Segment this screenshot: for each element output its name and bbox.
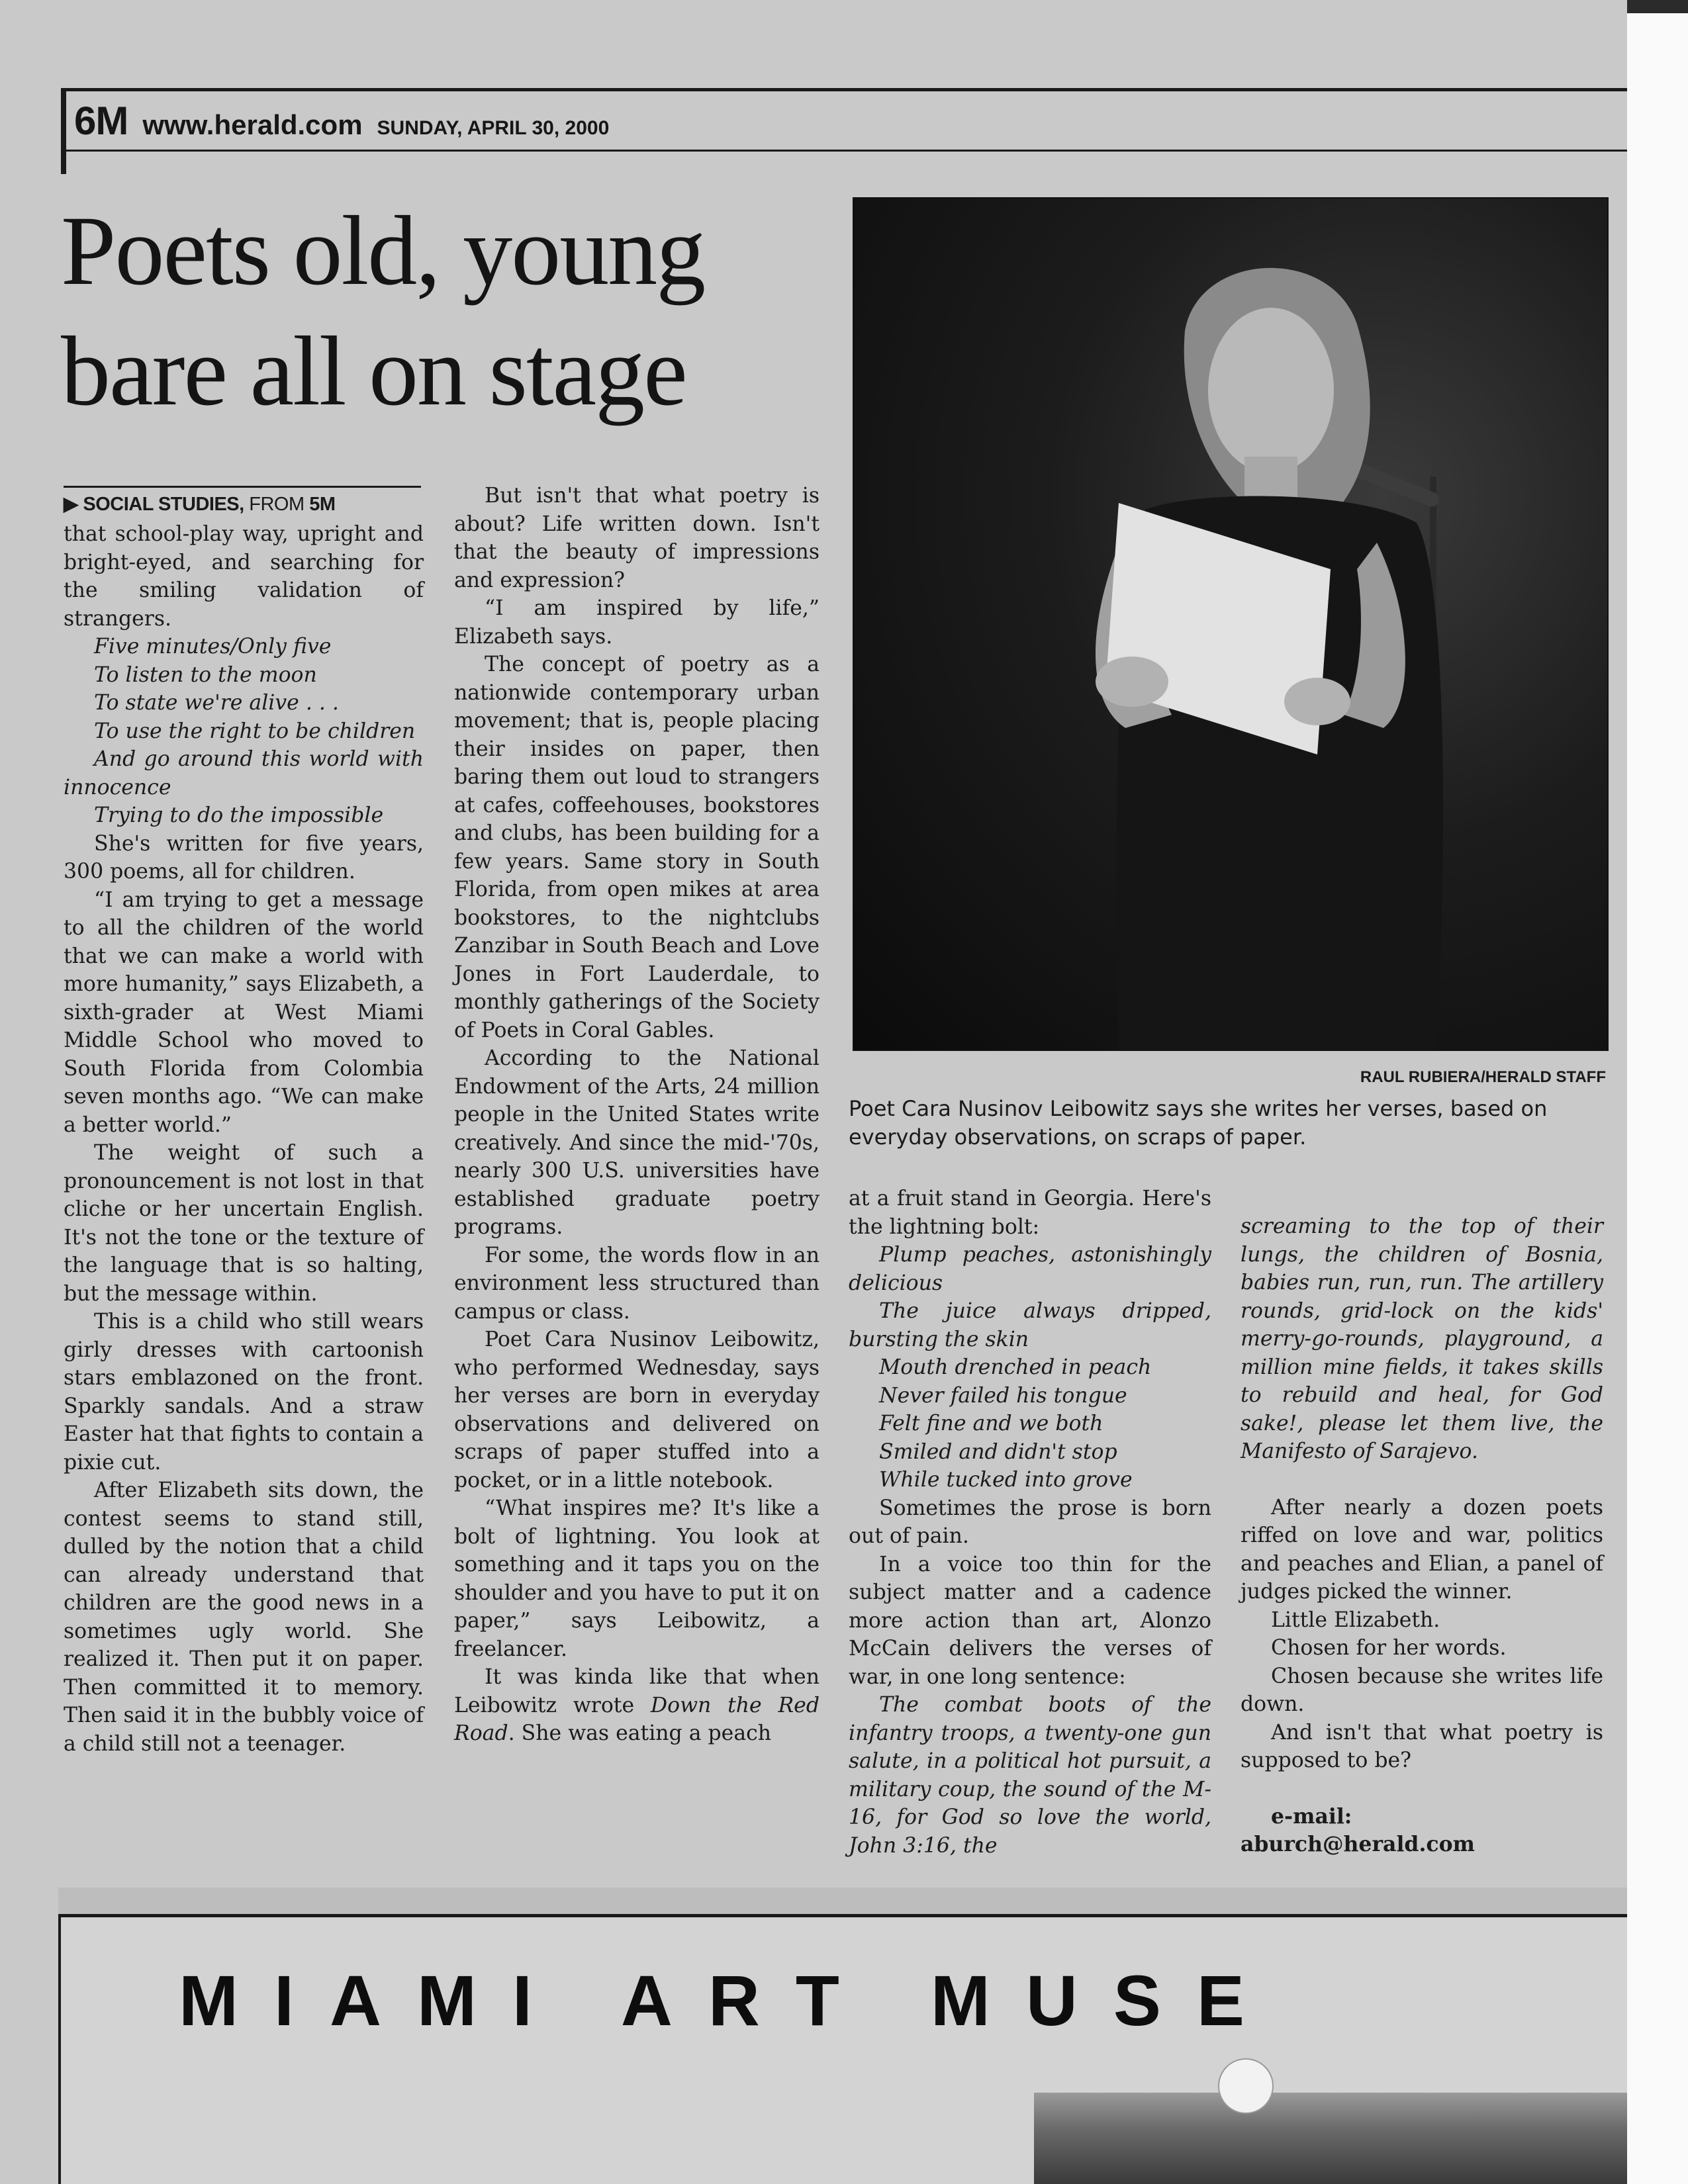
folio-website: www.herald.com <box>142 109 363 140</box>
paragraph: “I am inspired by life,” Elizabeth says. <box>454 596 820 649</box>
jump-from: FROM <box>244 494 310 515</box>
paragraph: For some, the words flow in an environment less structured than campus or class. <box>454 1243 820 1324</box>
email-label: e-mail: <box>1271 1803 1352 1829</box>
paragraph: “What inspires me? It's like a bolt of lightning. You look at something and it taps you on the shoulder and you have to put it on paper,” says Leibowitz, a freelancer. <box>454 1496 820 1661</box>
folio-date: SUNDAY, APRIL 30, 2000 <box>377 117 610 139</box>
verse-line: Never failed his tongue <box>879 1383 1127 1408</box>
photo-credit: RAUL RUBIERA/HERALD STAFF <box>1360 1068 1606 1086</box>
page-margin <box>1627 0 1688 2184</box>
paragraph: After Elizabeth sits down, the contest seems to stand still, dulled by the notion that a child can already understand that children are the good news in a sometimes ugly world. She realized it. Then put it on paper. Then committed it to memory. Then said it in the bubbly voice of a child still not a teenager. <box>64 1479 424 1756</box>
paragraph: After nearly a dozen poets riffed on love and war, politics and peaches and Elian, a panel of judges picked the winner. <box>1241 1495 1603 1604</box>
jump-label: SOCIAL STUDIES, <box>83 494 244 515</box>
verse-line: The juice always dripped, bursting the skin <box>849 1299 1211 1351</box>
verse-line: To use the right to be children <box>94 719 416 743</box>
paragraph: “I am trying to get a message to all the children of the world that we can make a world with more humanity,” says Elizabeth, a sixth-grader at West Miami Middle School who moved to South Florida from Colombia seven months ago. “We can make a better world.” <box>64 887 424 1137</box>
email-address: aburch@herald.com <box>1241 1832 1475 1856</box>
paragraph: Chosen for her words. <box>1271 1636 1507 1660</box>
folio <box>74 98 609 144</box>
photo-caption: Poet Cara Nusinov Leibowitz says she writes her verses, based on everyday observations, on scraps of paper. <box>849 1096 1548 1150</box>
paragraph: In a voice too thin for the subject matter and a cadence more action than art, Alonzo McCain delivers the verses of war, in one long sentence: <box>849 1552 1211 1689</box>
paragraph-text: . She was eating a peach <box>508 1721 772 1745</box>
photo-poet-reading <box>853 197 1609 1051</box>
paragraph: She's written for five years, 300 poems, all for children. <box>64 831 424 884</box>
paragraph: According to the National Endowment of the Arts, 24 million people in the United States write creatively. And since the mid-'70s, nearly 300 U.S. universities have established graduate poetry programs. <box>454 1046 820 1239</box>
paragraph: that school-play way, upright and bright-eyed, and searching for the smiling validation of strangers. <box>64 522 424 631</box>
paragraph: But isn't that what poetry is about? Life written down. Isn't that the beauty of impressions and expression? <box>454 484 820 592</box>
ad-title: MIAMI ART MUSE <box>179 1960 1280 2040</box>
spacer <box>1241 1466 1603 1494</box>
headline <box>61 191 802 432</box>
photo-illustration <box>854 199 1609 1051</box>
paragraph: Little Elizabeth. <box>1271 1608 1440 1632</box>
verse-line: While tucked into grove <box>879 1468 1133 1492</box>
verse-line: Mouth drenched in peach <box>879 1355 1152 1379</box>
paragraph: Poet Cara Nusinov Leibowitz, who performed Wednesday, says her verses are born in everyday observations and delivered on scraps of paper stuffed into a pocket, or in a little notebook. <box>454 1328 820 1492</box>
verse-line: Trying to do the impossible <box>94 803 384 827</box>
article-column-2 <box>454 482 820 1748</box>
scan-corner <box>1627 0 1688 13</box>
paragraph: And isn't that what poetry is supposed to be? <box>1241 1720 1603 1772</box>
punch-hole <box>1218 2058 1274 2114</box>
jump-line <box>64 492 421 516</box>
folio-rule <box>61 88 1627 91</box>
paragraph: Chosen because she writes life down. <box>1241 1664 1603 1716</box>
hand <box>1096 657 1168 707</box>
article-column-4 <box>1241 1212 1603 1859</box>
paragraph: at a fruit stand in Georgia. Here's the lightning bolt: <box>849 1187 1211 1239</box>
ad-image <box>1034 2093 1627 2184</box>
verse-line: Plump peaches, astonishingly delicious <box>849 1243 1211 1295</box>
verse-line: To state we're alive . . . <box>94 691 339 715</box>
jump-rule <box>64 486 421 488</box>
verse-line: Smiled and didn't stop <box>879 1439 1117 1464</box>
folio-rule-bottom <box>61 150 1627 152</box>
verse-line: The combat boots of the infantry troops, a twenty-one gun salute, in a political hot pursuit, a military coup, the sound of the M-16, for God so love the world, John 3:16, the <box>849 1693 1211 1858</box>
spacer <box>1241 1775 1603 1803</box>
article-column-3 <box>849 1185 1211 1860</box>
jump-page: 5M <box>309 494 336 515</box>
verse-line: screaming to the top of their lungs, the children of Bosnia, babies run, run, run. The artillery rounds, grid-lock on the kids' merry-go-rounds, playground, a million mine fields, it takes skills to rebuild and heal, for God sake!, please let them live, the Manifesto of Sarajevo. <box>1241 1214 1603 1463</box>
paragraph: Sometimes the prose is born out of pain. <box>849 1496 1211 1548</box>
verse-line: Felt fine and we both <box>879 1412 1103 1435</box>
verse-line: To listen to the moon <box>94 662 317 687</box>
paragraph: This is a child who still wears girly dresses with cartoonish stars emblazoned on the front. Sparkly sandals. And a straw Easter hat that fights to contain a pixie cut. <box>64 1310 424 1475</box>
verse-line: Five minutes/Only five <box>94 635 332 659</box>
headline-line-2: bare all on stage <box>61 316 686 426</box>
hand <box>1284 678 1350 725</box>
ad-top-strip <box>58 1888 1627 1914</box>
paragraph-text: It was kinda like that when Leibowitz wrote <box>454 1665 820 1717</box>
folio-page-number: 6M <box>74 99 128 143</box>
face <box>1208 308 1334 473</box>
jump-arrow-icon: ▶ <box>64 494 78 515</box>
paragraph <box>454 1663 820 1748</box>
article-column-1 <box>64 520 424 1758</box>
paragraph: The weight of such a pronouncement is not lost in that cliche or her uncertain English. It's not the tone or the texture of the language that is so halting, but the message within. <box>64 1141 424 1306</box>
headline-line-1: Poets old, young <box>61 196 705 306</box>
paragraph: The concept of poetry as a nationwide contemporary urban movement; that is, people placing their insides on paper, then baring them out loud to strangers at cafes, coffeehouses, bookstores and clubs, has been building for a few years. Same story in South Florida, from open mikes at area bookstores, to the nightclubs Zanzibar in South Beach and Love Jones in Fort Lauderdale, to monthly gatherings of the Society of Poets in Coral Gables. <box>454 653 820 1042</box>
folio-bracket <box>61 88 66 174</box>
poem-title: Down the Red Road <box>454 1693 820 1745</box>
verse-line: And go around this world with innocence <box>64 747 424 799</box>
